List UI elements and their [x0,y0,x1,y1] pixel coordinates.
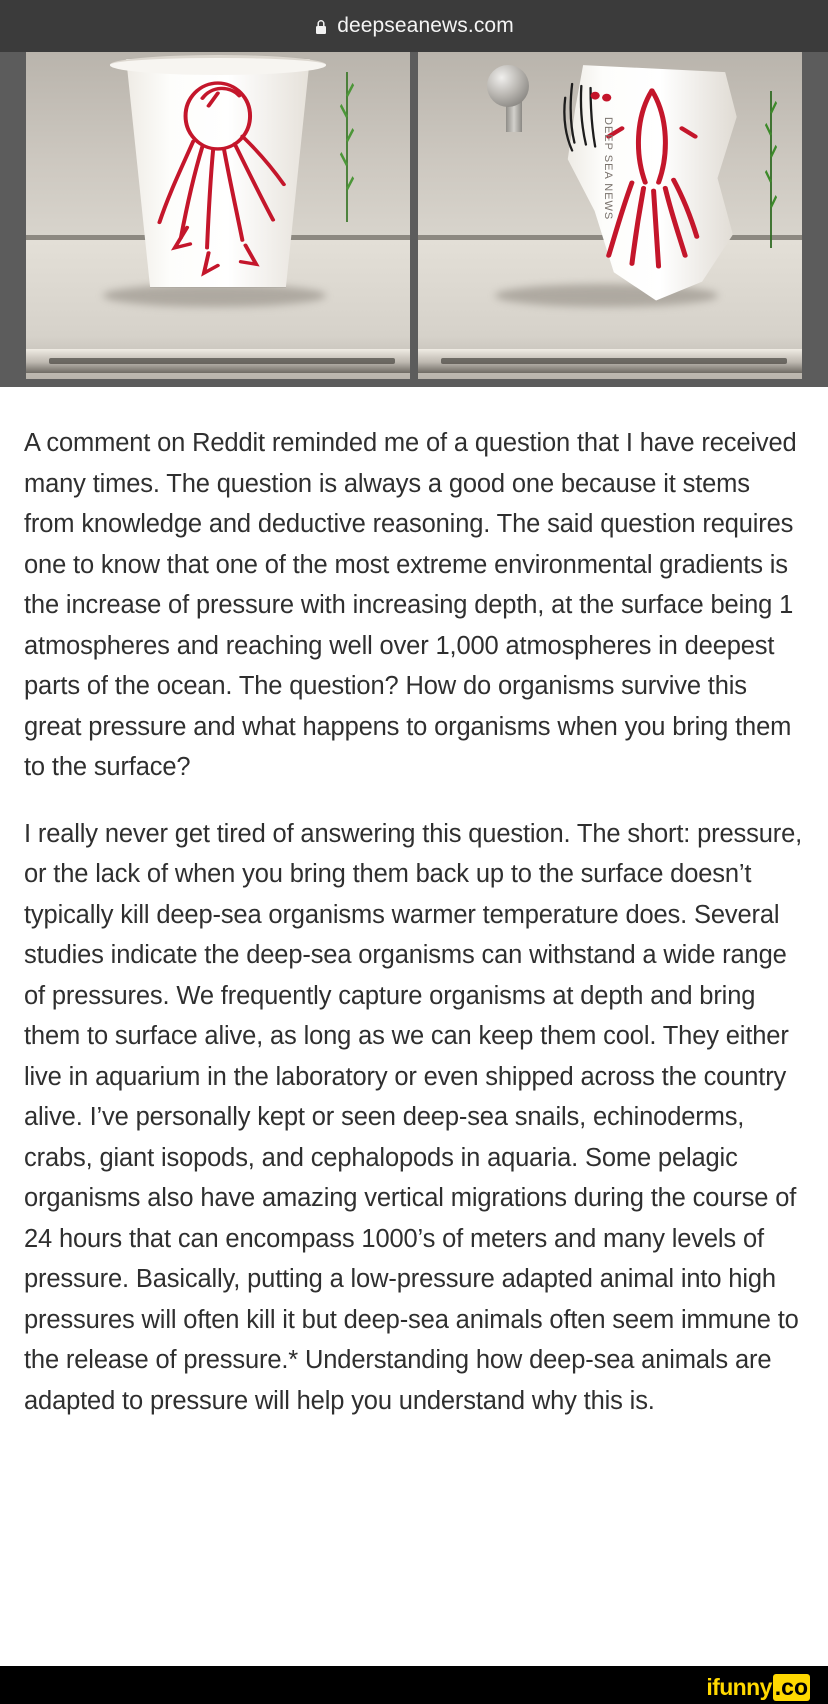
page-content [0,52,828,1421]
article-paragraph: A comment on Reddit reminded me of a question that I have received many times. The question is always a good one because it stems from knowledge and deductive reasoning. The said question requires one to know that one of the most extreme environmental gradients is the increase of pressure with increasing depth, at the surface being 1 atmospheres and reaching well over 1,000 atmospheres in deepest parts of the ocean. The question? How do organisms survive this great pressure and what happens to organisms when you bring them to the surface? [24,429,797,781]
article-figure [0,52,828,387]
browser-url-bar[interactable] [0,0,828,52]
ifunny-watermark [698,1672,816,1702]
shelf-edge [26,349,410,373]
cup-shadow [103,284,326,307]
green-plant-sprig [763,91,779,248]
article-paragraph: I really never get tired of answering this question. The short: pressure, or the lack of when you bring them back up to the surface doesn’t typically kill deep-sea organisms warmer temperature does. Several studies indicate the deep-sea organisms can withstand a wide range of pressures. We frequently capture organisms at depth and bring them to surface alive, as long as we can keep them cool. They either live in aquarium in the laboratory or even shipped across the country alive. I’ve personally kept or seen deep-sea snails, echinoderms, crabs, giant isopods, and cephalopods in aquaria. Some pelagic organisms also have amazing vertical migrations during the course of 24 hours that can encompass 1000’s of meters and many levels of pressure. Basically, putting a low-pressure adapted animal into high pressures will often kill it but deep-sea animals often seem immune to the release of pressure.* Understanding how deep-sea animals are adapted to pressure will help you understand why this is. [24,819,803,1415]
squid-drawing-icon [602,85,702,275]
article-body [0,387,828,1421]
cabinet-knob-icon [487,65,529,107]
shelf-edge [418,349,802,373]
photo-shrunken-cup [418,52,802,379]
squid-drawing-icon [141,78,295,281]
lock-icon [314,19,328,35]
cup-rim [110,55,325,75]
watermark-suffix: .co [774,1673,808,1700]
watermark-name: ifunny [706,1673,772,1700]
photo-full-size-cup [26,52,410,379]
green-plant-sprig [338,72,356,222]
url-text: deepseanews.com [337,14,514,37]
deep-sea-news-label: DEEP SEA NEWS [602,117,615,221]
